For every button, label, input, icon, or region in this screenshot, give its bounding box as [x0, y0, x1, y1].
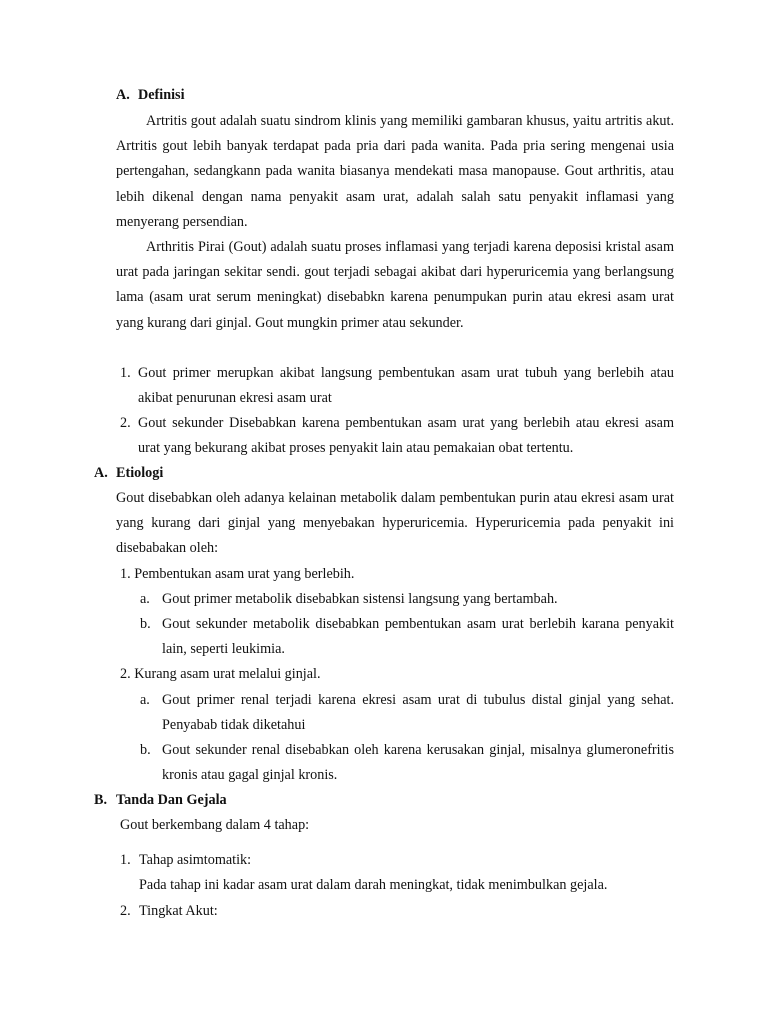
list-item-text: Gout primer metabolik disebabkan sistensi langsung yang bertambah. — [162, 591, 558, 607]
etiologi-cause-1: 1. Pembentukan asam urat yang berlebih. — [120, 566, 355, 582]
cause-2-item-b — [140, 738, 674, 788]
heading-marker: B. — [94, 792, 108, 808]
heading-tanda-gejala — [94, 788, 227, 813]
definisi-list-item-2 — [120, 411, 674, 461]
list-item-number: 1. — [120, 365, 131, 381]
cause-1-item-b — [140, 612, 674, 662]
list-item-letter: a. — [140, 692, 150, 708]
heading-marker: A. — [94, 465, 108, 481]
definisi-paragraph-2: Arthritis Pirai (Gout) adalah suatu proses inflamasi yang terjadi karena deposisi kristal asam urat pada jaringan sekitar sendi. gout terjadi sebagai akibat dari hyperuricemia yang berlangsung lama (asam urat serum meningkat) disebabkn karena penumpukan purin atau ekresi asam urat yang kurang dari ginjal. Gout mungkin primer atau sekunder. — [116, 239, 674, 331]
stage-1-text: Pada tahap ini kadar asam urat dalam darah meningkat, tidak menimbulkan gejala. — [139, 877, 608, 893]
tanda-intro: Gout berkembang dalam 4 tahap: — [120, 817, 310, 833]
definisi-list-item-1 — [120, 361, 674, 411]
list-item-text: Gout sekunder renal disebabkan oleh karena kerusakan ginjal, misalnya glumeronefritis kronis atau gagal ginjal kronis. — [162, 742, 674, 784]
cause-1-item-a — [140, 587, 674, 612]
stage-2-number: 2. — [120, 903, 131, 919]
list-item-letter: b. — [140, 616, 151, 632]
heading-definisi — [116, 83, 185, 108]
list-item-number: 2. — [120, 415, 131, 431]
list-item-text: Gout primer renal terjadi karena ekresi asam urat di tubulus distal ginjal yang sehat. Penyabab tidak diketahui — [162, 692, 674, 734]
list-item-text: Gout primer merupkan akibat langsung pembentukan asam urat tubuh yang berlebih atau akibat penurunan ekresi asam urat — [138, 365, 674, 407]
list-item-text: Gout sekunder Disebabkan karena pembentukan asam urat yang berlebih atau ekresi asam urat yang bekurang akibat proses penyakit lain atau pemakaian obat tertentu. — [138, 415, 674, 457]
etiologi-cause-2: 2. Kurang asam urat melalui ginjal. — [120, 666, 321, 682]
list-item-letter: a. — [140, 591, 150, 607]
list-item-letter: b. — [140, 742, 151, 758]
heading-marker: A. — [116, 87, 130, 103]
heading-title: Tanda Dan Gejala — [116, 792, 227, 808]
heading-title: Definisi — [138, 87, 185, 103]
stage-1-title: Tahap asimtomatik: — [139, 852, 252, 868]
cause-2-item-a — [140, 688, 674, 738]
list-item-text: Gout sekunder metabolik disebabkan pembentukan asam urat berlebih karana penyakit lain, seperti leukimia. — [162, 616, 674, 658]
stage-1-number: 1. — [120, 852, 131, 868]
definisi-paragraph-1: Artritis gout adalah suatu sindrom klinis yang memiliki gambaran khusus, yaitu artritis akut. Artritis gout lebih banyak terdapat pada pria dari pada wanita. Pada pria sering mengenai usia pertengahan, sedangkann pada wanita biasanya mendekati masa manopause. Gout arthritis, atau lebih dikenal dengan nama penyakit asam urat, adalah salah satu penyakit inflamasi yang menyerang persendian. — [116, 113, 674, 230]
heading-title: Etiologi — [116, 465, 164, 481]
stage-2-title: Tingkat Akut: — [139, 903, 218, 919]
etiologi-intro: Gout disebabkan oleh adanya kelainan metabolik dalam pembentukan purin atau ekresi asam urat yang kurang dari ginjal yang menyebakan hyperuricemia. Hyperuricemia pada penyakit ini disebabakan oleh: — [116, 490, 674, 557]
heading-etiologi — [94, 461, 163, 486]
